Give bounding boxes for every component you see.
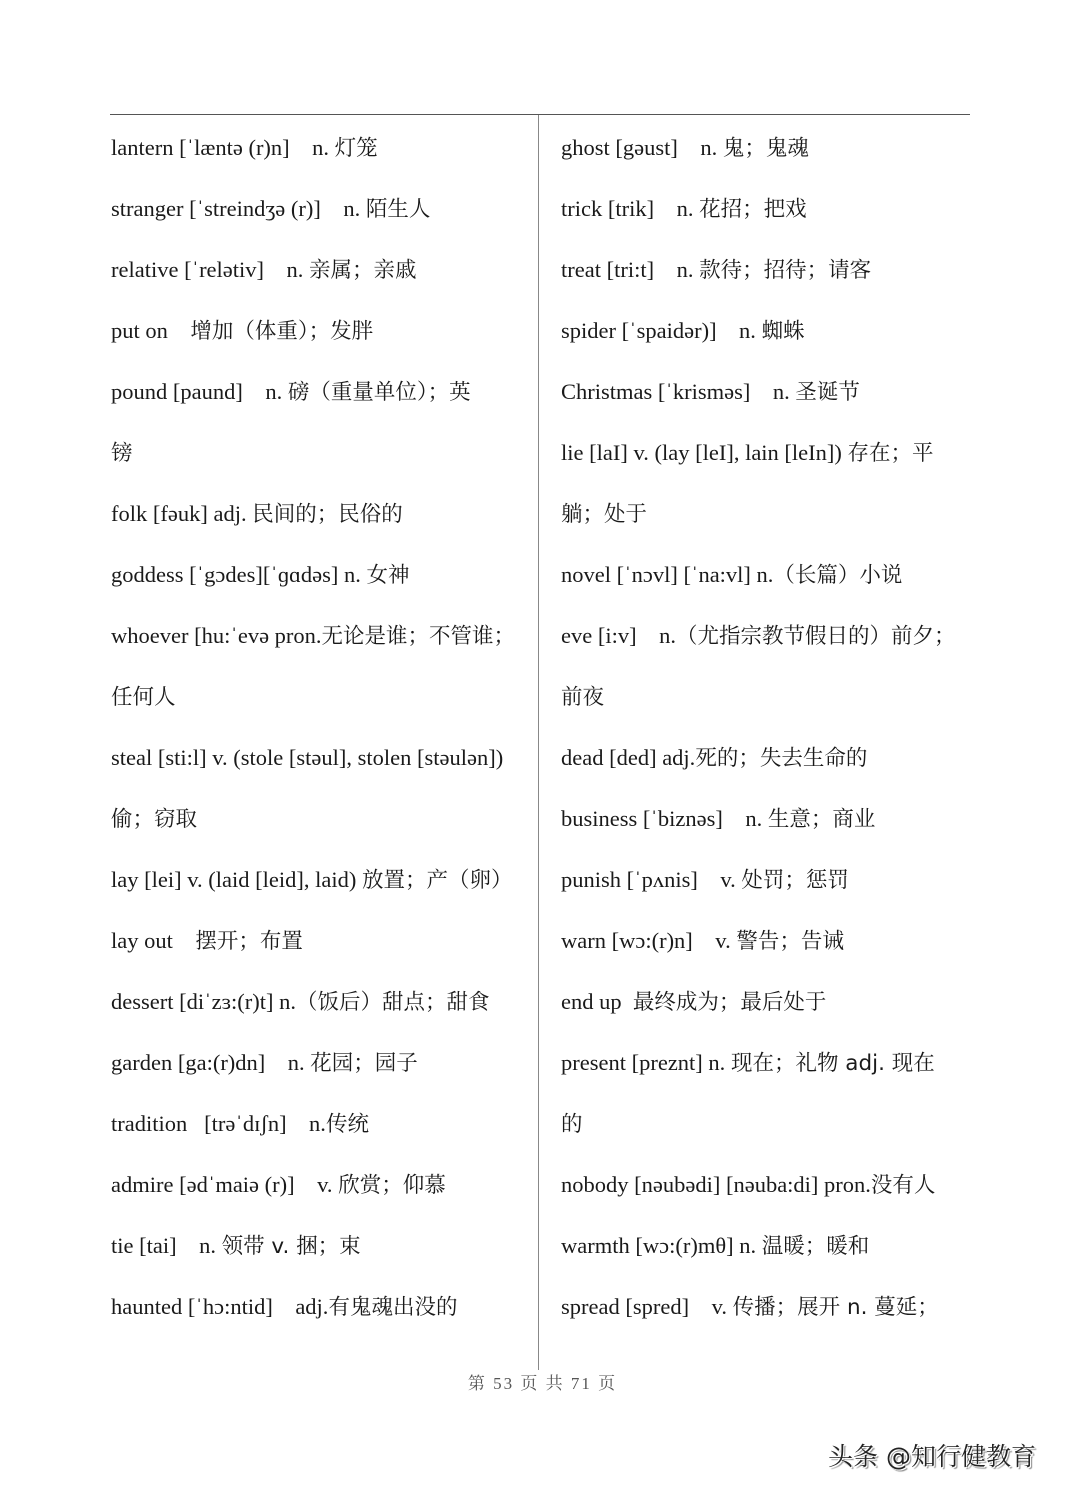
chinese-definition: 没有人	[870, 1173, 936, 1198]
chinese-definition: 亲属；亲戚	[309, 258, 417, 283]
english-term: lay [lei] v. (laid [leid], laid)	[111, 867, 362, 892]
chinese-definition: 灯笼	[334, 136, 378, 161]
vocab-line	[561, 422, 976, 483]
chinese-definition: 欣赏；仰慕	[338, 1173, 446, 1198]
vocab-line	[561, 1093, 976, 1154]
vocab-line	[561, 117, 976, 178]
vocab-line	[111, 178, 536, 239]
chinese-definition: 存在；平	[847, 441, 934, 466]
chinese-definition: 的	[561, 1112, 583, 1137]
vocab-line	[111, 849, 536, 910]
vocab-line	[111, 483, 536, 544]
vocab-line	[561, 1276, 976, 1337]
english-term: ghost [gəust] n.	[561, 135, 723, 160]
english-term: tradition [trəˈdɪʃn] n.	[111, 1111, 326, 1136]
english-term: folk [fəuk] adj.	[111, 501, 253, 526]
english-term: steal [sti:l] v. (stole [stəul], stolen [stəulən])	[111, 745, 504, 770]
chinese-definition: 传播；展开 n. 蔓延；	[732, 1295, 939, 1320]
vocab-line	[561, 300, 976, 361]
chinese-definition: 前夜	[561, 685, 605, 710]
chinese-definition: 磅（重量单位）；英	[287, 380, 471, 405]
english-term: spider [ˈspaidər)] n.	[561, 318, 762, 343]
english-term: eve [i:v] n.	[561, 623, 676, 648]
watermark: 头条 @知行健教育	[828, 1442, 1036, 1471]
english-term: lantern [ˈlæntə (r)n] n.	[111, 135, 335, 160]
chinese-definition: （饭后）甜点；甜食	[296, 990, 490, 1015]
left-vocab-column	[111, 117, 536, 1337]
chinese-definition: 最终成为；最后处于	[632, 990, 827, 1015]
chinese-definition: 款待；招待；请客	[699, 258, 872, 283]
english-term: Christmas [ˈkrisməs] n.	[561, 379, 796, 404]
english-term: treat [tri:t] n.	[561, 257, 700, 282]
english-term: dead [ded] adj.	[561, 745, 696, 770]
chinese-definition: 警告；告诫	[736, 929, 844, 954]
vocab-line	[111, 1276, 536, 1337]
vocab-line	[111, 422, 536, 483]
english-term: admire [ədˈmaiə (r)] v.	[111, 1172, 339, 1197]
english-term: trick [trik] n.	[561, 196, 700, 221]
chinese-definition: 处罚；惩罚	[741, 868, 849, 893]
vocab-line	[111, 788, 536, 849]
english-term: warmth [wɔ:(r)mθ] n.	[561, 1233, 762, 1258]
english-term: punish [ˈpʌnis] v.	[561, 867, 742, 892]
english-term: nobody [nəubədi] [nəuba:di] pron.	[561, 1172, 871, 1197]
english-term: whoever [hu:ˈevə pron.	[111, 623, 322, 648]
vocab-line	[561, 910, 976, 971]
english-term: spread [spred] v.	[561, 1294, 733, 1319]
english-term: stranger [ˈstreindʒə (r)] n.	[111, 196, 366, 221]
vocab-line	[111, 1215, 536, 1276]
vocab-line	[111, 300, 536, 361]
vocab-line	[561, 849, 976, 910]
vocab-line	[561, 605, 976, 666]
vocab-line	[111, 1093, 536, 1154]
chinese-definition: 领带 v. 捆；束	[221, 1234, 361, 1259]
chinese-definition: 有鬼魂出没的	[328, 1295, 458, 1320]
chinese-definition: 无论是谁；不管谁；	[321, 624, 516, 649]
vocab-line	[111, 1154, 536, 1215]
english-term: present [preznt] n.	[561, 1050, 731, 1075]
chinese-definition: 花招；把戏	[699, 197, 807, 222]
vocab-line	[561, 1154, 976, 1215]
vocab-line	[561, 544, 976, 605]
vocab-line	[561, 239, 976, 300]
english-term: business [ˈbiznəs] n.	[561, 806, 768, 831]
chinese-definition: 民间的；民俗的	[252, 502, 403, 527]
english-term: lay out	[111, 928, 196, 953]
vocab-line	[561, 1032, 976, 1093]
chinese-definition: 传统	[325, 1112, 369, 1137]
chinese-definition: 任何人	[111, 685, 176, 710]
top-rule	[110, 114, 970, 115]
chinese-definition: 增加（体重）；发胖	[190, 319, 374, 344]
vocab-line	[561, 361, 976, 422]
chinese-definition: 陌生人	[365, 197, 431, 222]
chinese-definition: 放置；产（卵）	[361, 868, 513, 893]
vocab-line	[561, 666, 976, 727]
chinese-definition: 摆开；布置	[195, 929, 303, 954]
english-term: goddess [ˈgɔdes][ˈɡɑdəs] n.	[111, 562, 367, 587]
english-term: end up	[561, 989, 633, 1014]
english-term: lie [laI] v. (lay [leI], lain [leIn])	[561, 440, 848, 465]
vocab-line	[561, 1215, 976, 1276]
vocab-line	[111, 117, 536, 178]
chinese-definition: 花园；园子	[310, 1051, 418, 1076]
chinese-definition: （尤指宗教节假日的）前夕；	[675, 624, 956, 649]
vocab-line	[111, 1032, 536, 1093]
english-term: dessert [diˈzɜ:(r)t] n.	[111, 989, 296, 1014]
page-number: 第 53 页 共 71 页	[467, 1374, 618, 1393]
vocab-line	[111, 910, 536, 971]
vocab-line	[111, 666, 536, 727]
vocab-line	[111, 361, 536, 422]
chinese-definition: 女神	[366, 563, 410, 588]
vocab-line	[561, 178, 976, 239]
chinese-definition: 死的；失去生命的	[695, 746, 868, 771]
english-term: warn [wɔ:(r)n] v.	[561, 928, 737, 953]
vocab-line	[111, 239, 536, 300]
english-term: tie [tai] n.	[111, 1233, 222, 1258]
english-term: garden [ga:(r)dn] n.	[111, 1050, 311, 1075]
chinese-definition: 躺；处于	[561, 502, 648, 527]
chinese-definition: 生意；商业	[767, 807, 876, 832]
chinese-definition: 偷；窃取	[111, 807, 198, 832]
vocab-line	[561, 788, 976, 849]
chinese-definition: 现在；礼物 adj. 现在	[730, 1051, 935, 1076]
chinese-definition: 温暖；暖和	[761, 1234, 870, 1259]
vocab-line	[111, 544, 536, 605]
column-divider	[538, 115, 539, 1370]
english-term: put on	[111, 318, 191, 343]
vocab-line	[561, 971, 976, 1032]
chinese-definition: 圣诞节	[795, 380, 860, 405]
chinese-definition: 鬼；鬼魂	[722, 136, 809, 161]
vocab-line	[111, 605, 536, 666]
right-vocab-column	[561, 117, 976, 1337]
english-term: pound [paund] n.	[111, 379, 288, 404]
english-term: haunted [ˈhɔ:ntid] adj.	[111, 1294, 329, 1319]
english-term: relative [ˈrelətiv] n.	[111, 257, 310, 282]
english-term: novel [ˈnɔvl] [ˈna:vl] n.	[561, 562, 774, 587]
vocab-line	[561, 483, 976, 544]
chinese-definition: （长篇）小说	[773, 563, 903, 588]
vocab-line	[561, 727, 976, 788]
chinese-definition: 蜘蛛	[761, 319, 805, 344]
vocab-line	[111, 971, 536, 1032]
vocab-line	[111, 727, 536, 788]
chinese-definition: 镑	[111, 441, 133, 466]
